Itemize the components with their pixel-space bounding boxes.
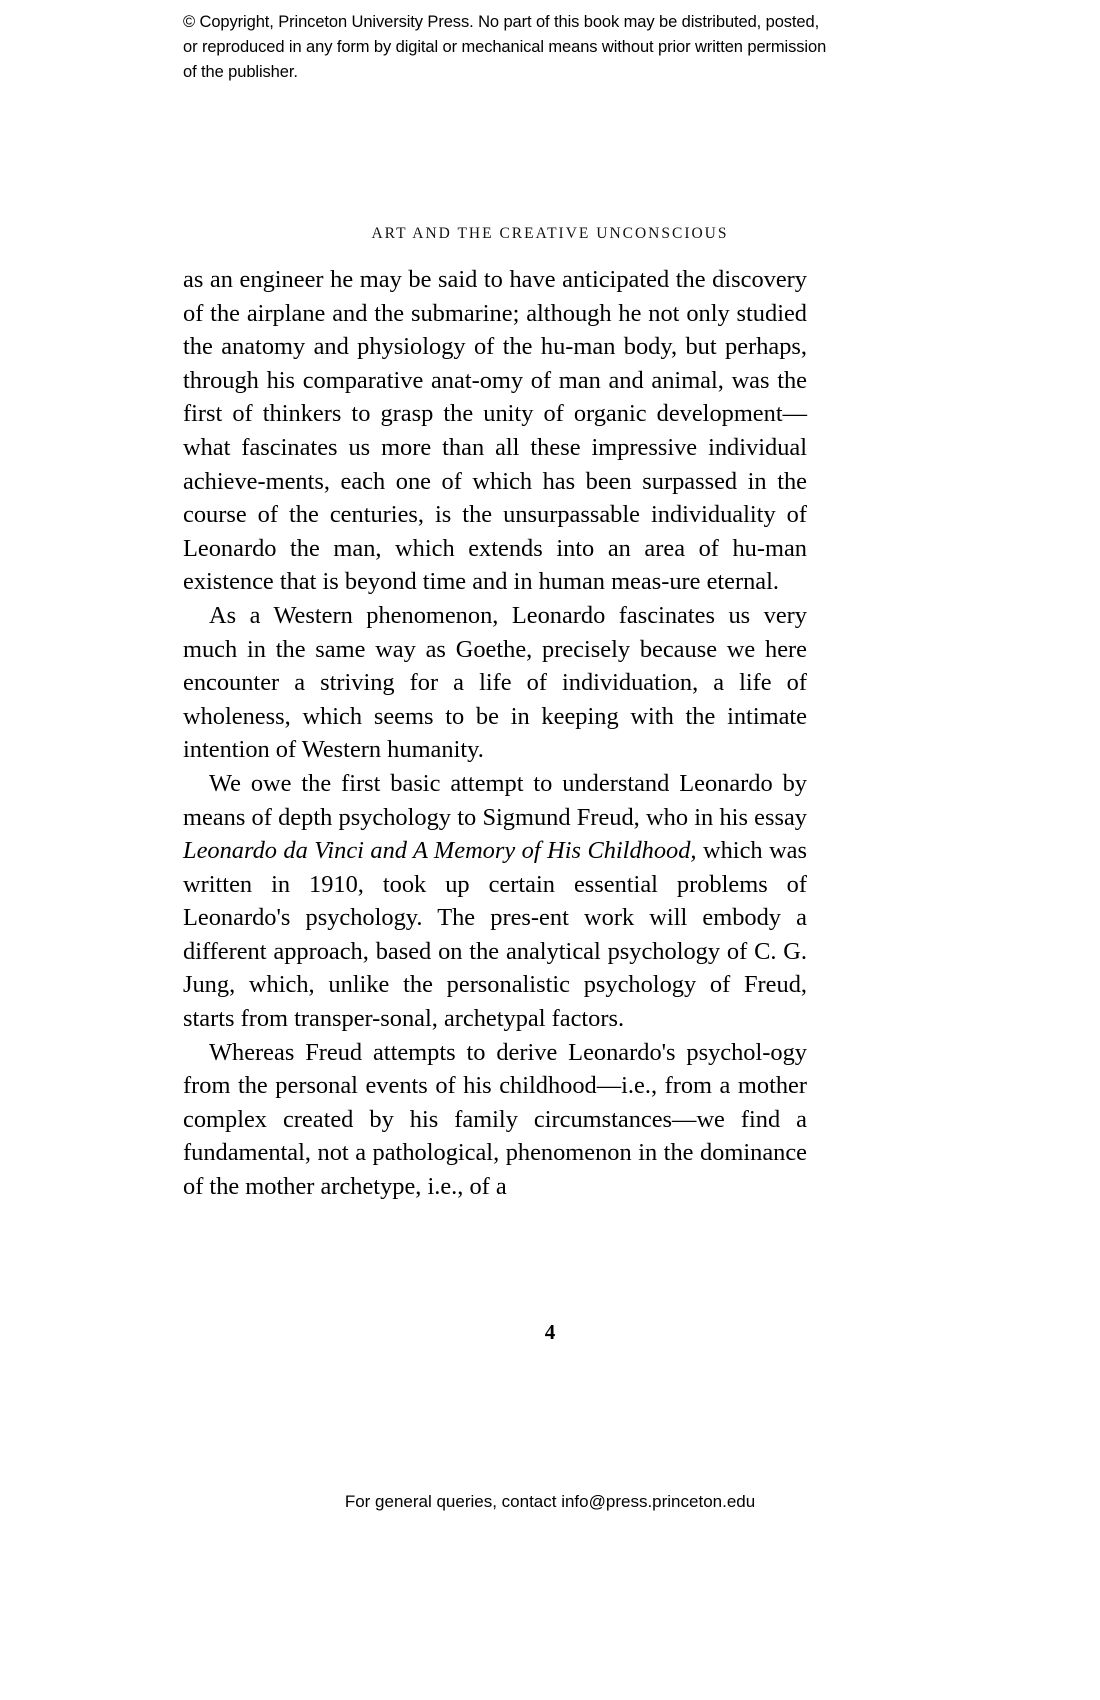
body-text [183,263,807,1204]
paragraph-3-text-after-title: which was written in 1910, took up certain essential problems of Leonardo's psychology. The pres-ent work will embody a different approach, based on the analytical psychology of C. G. Jung, which, unlike the personalistic psychology of Freud, starts from transper-sonal, archetypal factors. [183,837,807,1033]
footer-queries: For general queries, contact info@press.princeton.edu [344,1492,756,1511]
page-number: 4 [544,1320,556,1344]
paragraph-4: Whereas Freud attempts to derive Leonardo's psychol-ogy from the personal events of his childhood—i.e., from a mother complex created by his family circumstances—we find a fundamental, not a pathological, phenomenon in the dominance of the mother archetype, i.e., of a [183,1038,807,1201]
paragraph-3-text-before-title: We owe the first basic attempt to understand Leonardo by means of depth psychology to Sigmund Freud, who in his essay [183,769,807,831]
paragraph-3 [183,767,807,1036]
book-title-italic: Leonardo da Vinci and A Memory of His Childhood, [183,837,697,865]
paragraph-2: As a Western phenomenon, Leonardo fascinates us very much in the same way as Goethe, precisely because we here encounter a striving for a life of individuation, a life of wholeness, which seems to be in keeping with the intimate intention of Western humanity. [183,601,807,764]
copyright-notice: © Copyright, Princeton University Press. No part of this book may be distributed, posted, or reproduced in any form by digital or mechanical means without prior written permission of the publisher. [183,13,827,82]
paragraph-1: as an engineer he may be said to have anticipated the discovery of the airplane and the submarine; although he not only studied the anatomy and physiology of the hu-man body, but perhaps, through his comparative anat-omy of man and animal, was the first of thinkers to grasp the unity of organic development—what fascinates us more than all these impressive individual achieve-ments, each one of which has been surpassed in the course of the centuries, is the unsurpassable individuality of Leonardo the man, which extends into an area of hu-man existence that is beyond time and in human meas-ure eternal. [183,266,807,596]
running-head: ART AND THE CREATIVE UNCONSCIOUS [371,225,729,242]
